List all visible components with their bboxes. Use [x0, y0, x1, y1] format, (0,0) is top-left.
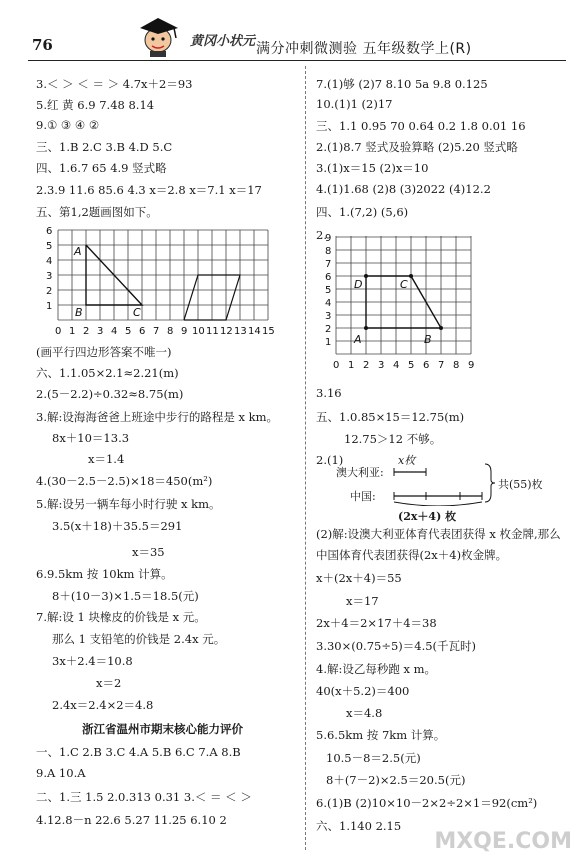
tick-label: 1 — [69, 326, 76, 337]
answer-line: 4.解:设乙每秒跑 x m。 — [316, 662, 437, 676]
answer-line: 四、1.6.7 65 4.9 竖式略 — [36, 161, 167, 175]
tick-label: 6 — [46, 226, 53, 237]
answer-line: (2)解:设澳大利亚体育代表团获得 x 枚金牌,那么 — [316, 527, 561, 541]
tick-label: 1 — [325, 337, 332, 348]
answer-line: 9.A 10.A — [36, 766, 86, 780]
answer-line: 5.红 黄 6.9 7.48 8.14 — [36, 98, 155, 112]
answer-line: 2. — [316, 228, 327, 242]
answer-line: x＋(2x＋4)＝55 — [316, 571, 402, 585]
tick-label: 5 — [125, 326, 132, 337]
tick-label: 9 — [325, 233, 332, 244]
answer-line: x＝17 — [346, 594, 379, 608]
answer-line: 五、1.0.85×15＝12.75(m) — [316, 410, 465, 424]
column-divider — [305, 66, 306, 850]
point-d — [364, 274, 368, 278]
answer-line: 4.12.8－n 22.6 5.27 11.25 6.10 2 — [36, 813, 227, 827]
tick-label: 9 — [181, 326, 188, 337]
answer-line: 四、1.(7,2) (5,6) — [316, 205, 409, 219]
tick-label: 2 — [363, 360, 370, 371]
tick-label: 12 — [220, 326, 233, 337]
answer-line: 40(x＋5.2)＝400 — [316, 684, 410, 698]
tick-label: 15 — [262, 326, 275, 337]
point-label: C — [133, 306, 141, 319]
tick-label: 4 — [325, 298, 332, 309]
point-label: D — [354, 278, 363, 291]
tick-label: 5 — [325, 285, 332, 296]
answer-line: 6.(1)B (2)10×10－2×2÷2×1＝92(cm²) — [316, 796, 538, 810]
answer-line: 3.5(x＋18)＋35.5＝291 — [52, 519, 183, 533]
tick-label: 7 — [325, 259, 332, 270]
answer-line: 五、第1,2题画图如下。 — [36, 205, 158, 219]
answer-line: x＝4.8 — [346, 706, 383, 720]
diagram-label: 中国: — [350, 490, 376, 503]
point-label: B — [75, 306, 83, 319]
diagram-label: (2x＋4) 枚 — [398, 510, 457, 523]
point-label: A — [74, 245, 82, 258]
tick-label: 2 — [325, 324, 332, 335]
answer-line: 2.(1) — [316, 453, 344, 467]
tick-label: 13 — [234, 326, 247, 337]
tick-label: 0 — [55, 326, 62, 337]
answer-line: 2.(5－2.2)÷0.32≈8.75(m) — [36, 387, 184, 401]
tick-label: 2 — [83, 326, 90, 337]
tick-label: 1 — [46, 301, 53, 312]
watermark: MXQE.COM — [434, 829, 572, 854]
answer-line: 10.5－8＝2.5(元) — [326, 751, 421, 765]
answer-line: 4.(30－2.5－2.5)×18＝450(m²) — [36, 474, 213, 488]
point-label: B — [424, 333, 432, 346]
tick-label: 3 — [325, 311, 332, 322]
point-label: A — [354, 333, 362, 346]
tick-label: 7 — [153, 326, 160, 337]
answer-line: 4.(1)1.68 (2)8 (3)2022 (4)12.2 — [316, 182, 491, 196]
segment-diagram — [336, 452, 576, 522]
point-label: C — [400, 278, 408, 291]
point-c — [409, 274, 413, 278]
answer-line: 7.(1)够 (2)7 8.10 5a 9.8 0.125 — [316, 77, 488, 91]
tick-label: 11 — [206, 326, 219, 337]
answer-line: 二、1.三 1.5 2.0.313 0.31 3.＜ ＝ ＜ ＞ — [36, 790, 252, 804]
page-number: 76 — [32, 36, 53, 54]
answer-line: 三、1.1 0.95 70 0.64 0.2 1.8 0.01 16 — [316, 119, 526, 133]
answer-line: 3.30×(0.75÷5)＝4.5(千瓦时) — [316, 639, 477, 653]
diagram-label: x枚 — [398, 454, 416, 467]
point-b — [439, 326, 443, 330]
coordinate-grid-left — [36, 222, 296, 340]
tick-label: 8 — [167, 326, 174, 337]
answer-line: 三、1.B 2.C 3.B 4.D 5.C — [36, 140, 173, 154]
answer-line: 6.9.5km 按 10km 计算。 — [36, 567, 173, 581]
tick-label: 3 — [46, 271, 53, 282]
answer-line: 8x＋10＝13.3 — [52, 431, 130, 445]
tick-label: 6 — [139, 326, 146, 337]
tick-label: 14 — [248, 326, 261, 337]
answer-line: 2x＋4＝2×17＋4＝38 — [316, 616, 437, 630]
mascot-icon — [130, 12, 190, 58]
tick-label: 8 — [453, 360, 460, 371]
tick-label: 8 — [325, 246, 332, 257]
tick-label: 9 — [468, 360, 475, 371]
tick-label: 4 — [46, 256, 53, 267]
diagram-label: 共(55)枚 — [498, 478, 543, 491]
tick-label: 3 — [378, 360, 385, 371]
answer-line: 六、1.1.05×2.1≈2.21(m) — [36, 366, 179, 380]
answer-line: 5.6.5km 按 7km 计算。 — [316, 728, 446, 742]
tick-label: 3 — [97, 326, 104, 337]
tick-label: 6 — [423, 360, 430, 371]
answer-line: 2.3.9 11.6 85.6 4.3 x＝2.8 x＝7.1 x＝17 — [36, 183, 262, 197]
answer-line: x＝35 — [132, 545, 165, 559]
header-rule — [28, 60, 566, 61]
answer-line: 5.解:设另一辆车每小时行驶 x km。 — [36, 497, 221, 511]
tick-label: 5 — [46, 241, 53, 252]
tick-label: 6 — [325, 272, 332, 283]
answer-line: 3x＋2.4＝10.8 — [52, 654, 133, 668]
answer-line: 一、1.C 2.B 3.C 4.A 5.B 6.C 7.A 8.B — [36, 745, 241, 759]
answer-line: x＝1.4 — [88, 452, 125, 466]
point-a — [364, 326, 368, 330]
page-header-title: 满分冲刺微测验 五年级数学上(R) — [256, 41, 472, 57]
answer-line: 2.4x＝2.4×2＝4.8 — [52, 698, 154, 712]
answer-line: 2.(1)8.7 竖式及验算略 (2)5.20 竖式略 — [316, 140, 518, 154]
answer-line: 10.(1)1 (2)17 — [316, 97, 393, 111]
brace-icon — [482, 462, 498, 504]
answer-line: (画平行四边形答案不唯一) — [36, 345, 172, 359]
diagram-label: 澳大利亚: — [336, 466, 384, 479]
answer-line: 中国体育代表团获得(2x＋4)枚金牌。 — [316, 548, 508, 562]
answer-line: 8＋(7－2)×2.5＝20.5(元) — [326, 773, 466, 787]
tick-label: 0 — [333, 360, 340, 371]
tick-label: 10 — [192, 326, 205, 337]
answer-line: 3.＜ ＞ ＜ ＝ ＞ 4.7x＋2＝93 — [36, 77, 193, 91]
answer-line: 3.16 — [316, 386, 342, 400]
answer-line: 3.(1)x＝15 (2)x＝10 — [316, 161, 429, 175]
tick-label: 7 — [438, 360, 445, 371]
tick-label: 2 — [46, 286, 53, 297]
brand-logo-text: 黄冈小状元 — [190, 34, 256, 49]
tick-label: 5 — [408, 360, 415, 371]
answer-line: 9.① ③ ④ ② — [36, 118, 100, 132]
answer-line: 8＋(10－3)×1.5＝18.5(元) — [52, 589, 199, 603]
tick-label: 1 — [348, 360, 355, 371]
coordinate-grid-right — [318, 228, 478, 376]
tick-label: 4 — [111, 326, 118, 337]
answer-line: 7.解:设 1 块橡皮的价钱是 x 元。 — [36, 610, 206, 624]
answer-line: 那么 1 支铅笔的价钱是 2.4x 元。 — [52, 632, 226, 646]
answer-line: 六、1.140 2.15 — [316, 819, 402, 833]
answer-line: 12.75＞12 不够。 — [344, 432, 442, 446]
answer-line: x＝2 — [96, 676, 122, 690]
section-heading: 浙江省温州市期末核心能力评价 — [82, 722, 243, 736]
answer-line: 3.解:设海海爸爸上班途中步行的路程是 x km。 — [36, 410, 279, 424]
tick-label: 4 — [393, 360, 400, 371]
